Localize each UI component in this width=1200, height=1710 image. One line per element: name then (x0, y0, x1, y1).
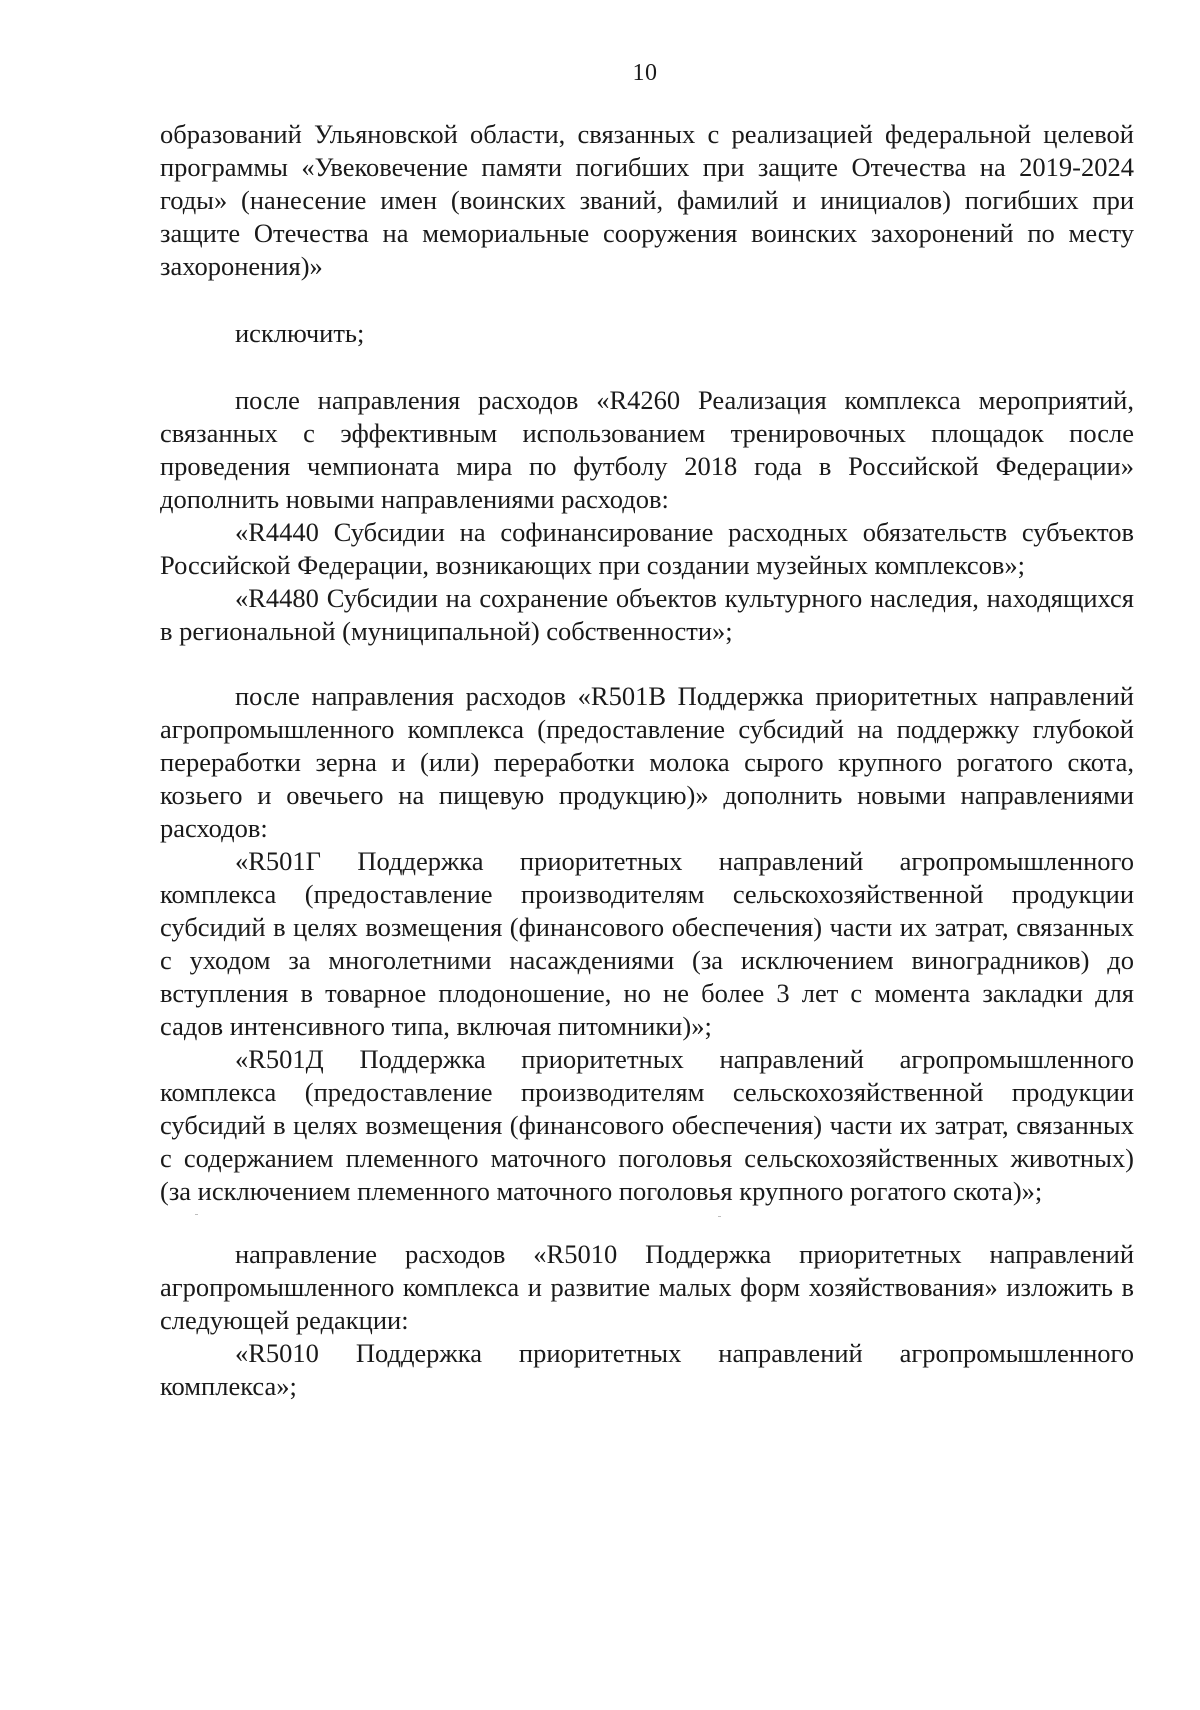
paragraph-after-r501v: после направления расходов «R501В Поддержка приоритетных направлений агропромышленного комплекса (предоставление субсидий на поддержку глубокой переработки зерна и (или) переработки молока сырого крупного рогатого скота, козьего и овечьего на пищевую продукцию)» дополнить новыми направлениями расходов: (160, 681, 1134, 843)
paragraph-r4480: «R4480 Субсидии на сохранение объектов культурного наследия, находящихся в региональной (муниципальной) собственности»; (160, 583, 1134, 646)
paragraph-r4440: «R4440 Субсидии на софинансирование расходных обязательств субъектов Российской Федерации, возникающих при создании музейных комплексов»; (160, 517, 1134, 580)
paragraph-r5010-new: «R5010 Поддержка приоритетных направлений агропромышленного комплекса»; (160, 1338, 1134, 1401)
page-number: 10 (632, 60, 658, 86)
paragraph-after-r4260: после направления расходов «R4260 Реализация комплекса мероприятий, связанных с эффективным использованием тренировочных площадок после проведения чемпионата мира по футболу 2018 года в Российской Федерации» дополнить новыми направлениями расходов: (160, 385, 1134, 514)
scan-artifact (195, 1214, 198, 1215)
paragraph-r5010-direction: направление расходов «R5010 Поддержка приоритетных направлений агропромышленного комплекса и развитие малых форм хозяйствования» изложить в следующей редакции: (160, 1239, 1134, 1335)
paragraph-r501g: «R501Г Поддержка приоритетных направлений агропромышленного комплекса (предоставление производителям сельскохозяйственной продукции субсидий в целях возмещения (финансового обеспечения) части их затрат, связанных с уходом за многолетними насаждениями (за исключением виноградников) до вступления в товарное плодоношение, но не более 3 лет с момента закладки для садов интенсивного типа, включая питомники)»; (160, 846, 1134, 1041)
paragraph-exclude: исключить; (235, 318, 365, 348)
paragraph-continuation: образований Ульяновской области, связанных с реализацией федеральной целевой программы «Увековечение памяти погибших при защите Отечества на 2019-2024 годы» (нанесение имен (воинских званий, фамилий и инициалов) погибших при защите Отечества на мемориальные сооружения воинских захоронений по месту захоронения)» (160, 119, 1134, 281)
scan-artifact (718, 1216, 721, 1217)
paragraph-r501d: «R501Д Поддержка приоритетных направлений агропромышленного комплекса (предоставление производителям сельскохозяйственной продукции субсидий в целях возмещения (финансового обеспечения) части их затрат, связанных с содержанием племенного маточного поголовья сельскохозяйственных животных) (за исключением племенного маточного поголовья крупного рогатого скота)»; (160, 1044, 1134, 1206)
document-body (160, 118, 1134, 1403)
